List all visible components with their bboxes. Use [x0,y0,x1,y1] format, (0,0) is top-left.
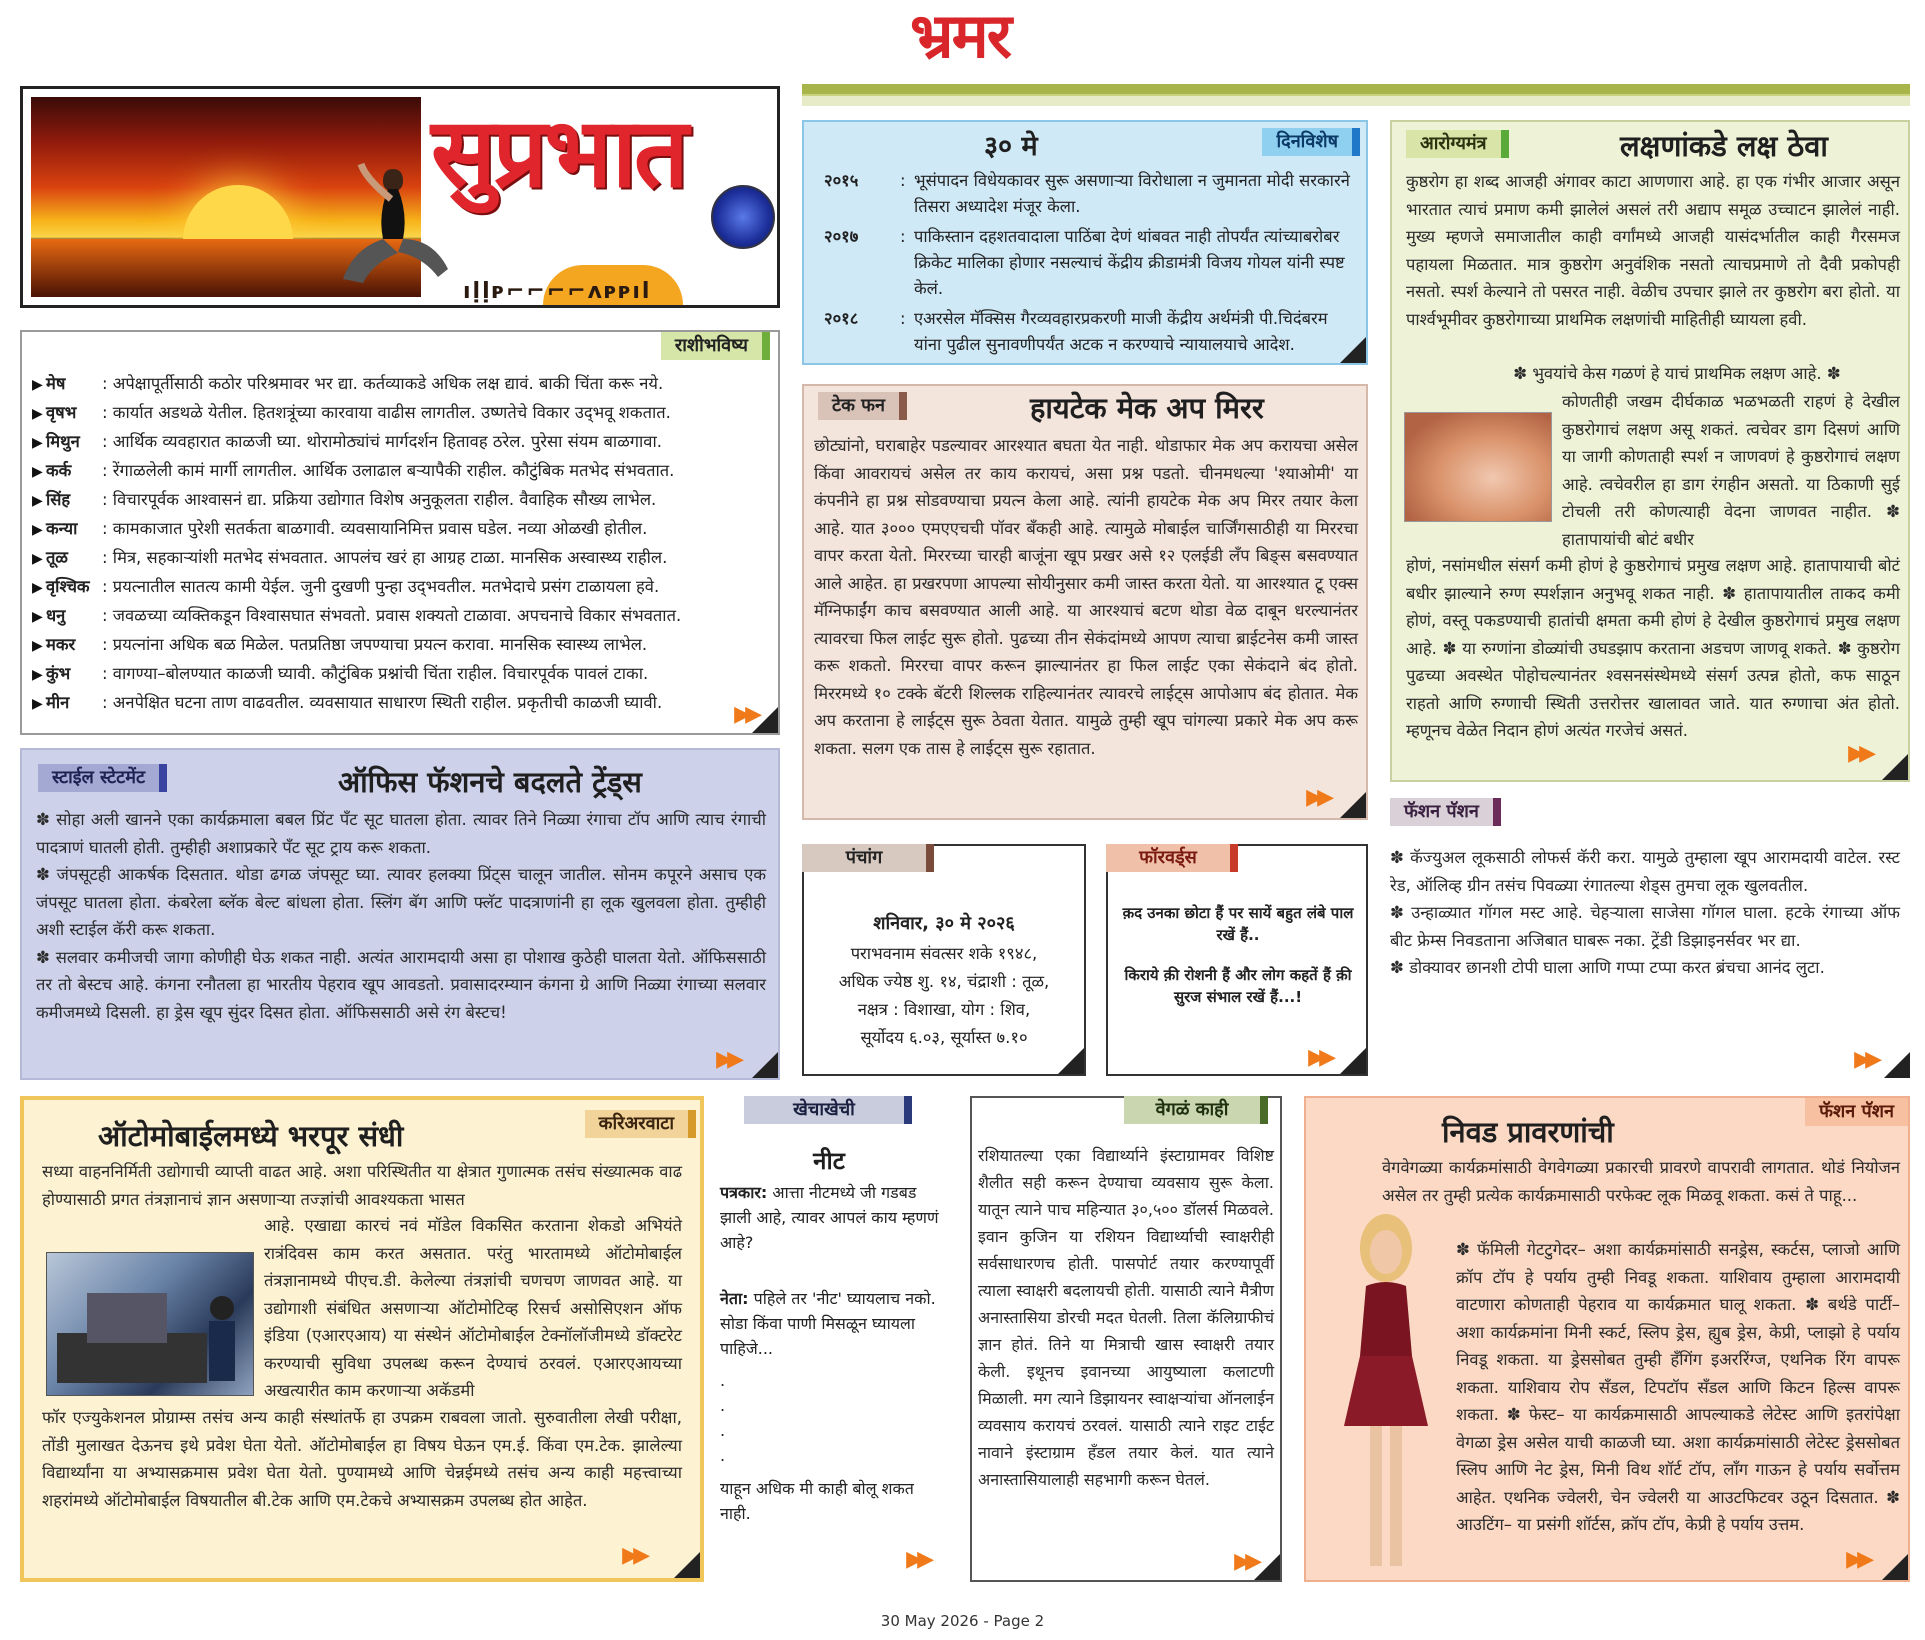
factory-photo [46,1252,254,1396]
section-tag: टेक फन [818,392,899,420]
article-title: लक्षणांकडे लक्ष ठेवा [1620,129,1828,163]
something-different-section [970,1096,1282,1582]
corner-mark [1882,754,1908,780]
horoscope-row [32,399,671,428]
horoscope-row [32,515,647,544]
section-tag: स्टाईल स्टेटमेंट [38,764,159,792]
panchang-line: पराभवनाम संवत्सर शके १९४८, [850,944,1038,963]
zodiac-prediction: : विचारपूर्वक आश्वासनं द्या. प्रक्रिया उद्योगात विशेष अनुकूलता राहील. वैवाहिक सौख्य लाभेल. [102,490,657,509]
entry-text: भूसंपादन विधेयकावर सुरू असणाऱ्या विरोधाला न जुमानता मोदी सरकारने तिसरा अध्यादेश मंजूर केला. [914,171,1350,216]
history-entry: २०१८ : एअरसेल मॅक्सिस गैरव्यवहारप्रकरणी माजी केंद्रीय अर्थमंत्री पी.चिदंबरम यांना पुढील सुनावणीपर्यंत अटक न करण्याचे न्यायालयाचे आदेश. [824,306,1354,358]
zodiac-prediction: : आर्थिक व्यवहारात काळजी घ्या. थोरामोठ्यांचं मार्गदर्शन हितावह ठरेल. पुरेसा संयम बाळगावा. [102,432,662,451]
satire-section [714,1096,944,1582]
day-highlights-section [802,120,1368,365]
article-body-bottom: होणं, नसांमधील संसर्ग कमी होणं हे कुष्ठरोगाचं प्रमुख लक्षण आहे. हातापायाची बोटं बधीर झाल्याने रुग्ण स्पर्शज्ञान अनुभवू शकत नाही. ✽ हातापायातील ताकद कमी होणं, वस्तू पकडण्याची हातांची क्षमता कमी होणं हे देखील कुष्ठरोगाचं प्रमुख लक्षण आहे. ✽ या रुग्णांना डोळ्यांची उघडझाप करताना अडचण जाणवू शकते. ✽ कुष्ठरोग पुढच्या अवस्थेत पोहोचल्यानंतर श्वसनसंस्थेमध्ये संसर्ग उत्पन्न होतो, कफ साठून राहतो आणि रुग्णाची स्थिती उत्तरोत्तर खालावत जाते. यात रुग्णाचा अंत होतो. म्हणूनच वेळेत निदान होणं अत्यंत गरजेचं असतं. [1406,556,1900,740]
horoscope-row [32,573,659,602]
zodiac-name: धनु [46,606,66,625]
corner-mark [1340,1048,1366,1074]
section-tag: फॅशन पॅशन [1390,798,1493,826]
corner-mark [1058,1048,1084,1074]
zodiac-name: वृश्चिक [46,577,90,596]
zodiac-name: मेष [46,374,66,393]
date-heading: ३० मे [984,131,1038,162]
forward-quote: किराये क़ी रोशनी हैं और लोग कहतें हैं क़ी सुरज संभाल रखें हैं...! [1124,966,1352,1006]
zodiac-prediction: : कार्यात अडथळे येतील. हितशत्रूंच्या कारवाया वाढीस लागतील. उष्णतेचे विकार उद्‍भवू शकतात. [102,403,671,422]
corner-mark [1882,1554,1908,1580]
section-tag: राशीभविष्य [661,332,762,360]
suprabhat-banner [20,86,780,308]
panchang-line: नक्षत्र : विशाखा, योग : शिव, [857,1000,1031,1019]
triangle-bullet-icon: ▶ [32,580,43,596]
article-body-side: आहे. एखाद्या कारचं नवं मॉडेल विकसित करताना शेकडो अभियंते रात्रंदिवस काम करत असतात. परंतु भारतामध्ये ऑटोमोबाईल तंत्रज्ञानामध्ये पीएच.डी. केलेल्या तंत्रज्ञांची चणचण जाणवत आहे. या उद्योगाशी संबंधित असणाऱ्या ऑटोमोटिव्ह रिसर्च असोसिएशन ऑफ इंडिया (एआरएआय) या संस्थेनं ऑटोमोबाईल टेक्नॉलॉजीमध्ये डॉक्टरेट करण्याची सुविधा उपलब्ध करून देण्याचं ठरवलं. एआरएआयच्या अखत्यारीत काम करणाऱ्या अकॅडमी [264,1216,682,1400]
section-tag: पंचांग [802,844,926,872]
article-highlight: ✽ भुवयांचे केस गळणं हे याचं प्राथमिक लक्षण आहे. ✽ [1513,364,1841,383]
horoscope-row [32,602,681,631]
triangle-bullet-icon: ▶ [32,406,43,422]
double-arrow-icon[interactable]: ▶▶ [906,1547,928,1572]
zodiac-prediction: : जवळच्या व्यक्तिकडून विश्वासघात संभवतो. प्रवास शक्यतो टाळावा. अपचनाचे विकार संभवतात. [102,606,682,625]
forwards-section [1106,844,1368,1076]
skin-patch-photo [1404,412,1552,522]
horoscope-row [32,631,647,660]
panchang-section [802,844,1086,1076]
corner-mark [674,1552,700,1578]
zodiac-prediction: : कामकाजात पुरेशी सतर्कता बाळगावी. व्यवसायानिमित्त प्रवास घडेल. नव्या ओळखी होतील. [102,519,648,538]
double-arrow-icon[interactable]: ▶▶ [1308,1045,1330,1070]
panchang-date: शनिवार, ३० मे २०२६ [873,913,1015,934]
attire-choice-section [1304,1096,1910,1582]
header-rule [802,84,1910,106]
corner-mark [1340,337,1366,363]
horoscope-row [32,689,662,718]
zodiac-wheel-icon [711,185,775,249]
double-arrow-icon[interactable]: ▶▶ [1854,1047,1876,1072]
article-body: सध्या वाहननिर्मिती उद्योगाची व्याप्ती वाढत आहे. अशा परिस्थितीत या क्षेत्रात गुणात्मक तसंच संख्यात्मक वाढ होण्यासाठी प्रगत तंत्रज्ञानाचं ज्ञान असणाऱ्या तज्ज्ञांची आवश्यकता भासत [42,1162,682,1209]
dialogue-end: याहून अधिक मी काही बोलू शकत नाही. [720,1479,914,1523]
triangle-bullet-icon: ▶ [32,609,43,625]
article-body: छोट्यांनो, घराबाहेर पडल्यावर आरश्यात बघता येत नाही. थोडाफार मेक अप करायचा असेल किंवा आवरायचं असेल तर काय करायचं, असा प्रश्न पडतो. चीनमधल्या 'श्याओमी' या कंपनीने हा प्रश्न सोडवण्याचा प्रयत्न केला आहे. त्यांनी हायटेक मेक अप मिरर तयार केला आहे. यात ३००० एमएएचची पॉवर बँकही आहे. त्यामुळे मोबाईल चार्जिंगसाठीही या मिररचा वापर करता येतो. मिररच्या चारही बाजूंना खूप प्रखर असे १२ एलईडी लँप बिङ्स बसवण्यात आले आहेत. हा प्रखरपणा आपल्या सोयीनुसार कमी जास्त करता येतो. या आरश्यात टू एक्स मॅग्निफाईंग काच बसवण्यात आली आहे. या आरश्याचं बटण थोडा वेळ दाबून धरल्यानंतर त्यावरचा फिल लाईट सुरू होतो. पुढच्या तीन सेकंदांमध्ये आपण त्याचा ब्राईटनेस कमी जास्त करू शकतो. मिररचा वापर करून झाल्यानंतर हा फिल लाईट एका सेकंदाने बंद होतो. मिररमध्ये १० टक्के बॅटरी शिल्लक राहिल्यानंतर त्यावरचे लाईट्स आपोआप बंद होतात. मेक अप करताना हे लाईट्स सुरू ठेवता येतात. यामुळे तुम्ही खूप चांगल्या प्रकारे मेक अप करू शकता. सलग एक तास हे लाईट्स सुरू रहातात. [814,436,1358,758]
horoscope-row [32,544,667,573]
banner-title: सुप्रभात [431,96,686,209]
zodiac-prediction: : रेंगाळलेली कामं मार्गी लागतील. आर्थिक उलाढाल बऱ्यापैकी राहील. कौटुंबिक मतभेद संभवतात. [102,461,675,480]
entry-text: एअरसेल मॅक्सिस गैरव्यवहारप्रकरणी माजी केंद्रीय अर्थमंत्री पी.चिदंबरम यांना पुढील सुनावणीपर्यंत अटक न करण्याचे न्यायालयाचे आदेश. [914,309,1328,354]
zodiac-name: मीन [46,693,70,712]
double-arrow-icon[interactable]: ▶▶ [716,1047,738,1072]
article-body: ✽ सोहा अली खानने एका कार्यक्रमाला बबल प्रिंट पँट सूट घातला होता. त्यावर तिने निळ्या रंगाचा टॉप आणि त्याच रंगाची पादत्राणं घातली होती. तुम्हीही अशाप्रकारे पँट सूट ट्राय करू शकता. ✽ जंपसूटही आकर्षक दिसतात. थोडा ढगळ जंपसूट घ्या. त्यावर हलक्या प्रिंट्स चालून जातील. सोनम कपूरने असाच एक जंपसूट घातला होता. कंबरेला ब्लॅक बेल्ट बांधला होता. स्लिंग बॅग आणि फ्लॅट पादत्राणांनी हा लूक खुलवला होता. तुम्हीही अशी स्टाईल कॅरी करू शकता. ✽ सलवार कमीजची जागा कोणीही घेऊ शकत नाही. अत्यंत आरामदायी असा हा पोशाख कुठेही घालता येतो. ऑफिससाठी तर तो बेस्टच आहे. कंगना रनौतला हा भारतीय पेहराव खूप आवडतो. प्रवासादरम्यान कंगना ग्रे आणि निळ्या रंगाच्या सलवार कमीजमध्ये दिसली. हा ड्रेस खूप सुंदर दिसत होता. ऑफिससाठी असे रंग बेस्टच! [36,810,766,1022]
article-title: ऑफिस फॅशनचे बदलते ट्रेंड्स [338,765,642,799]
article-title: हायटेक मेक अप मिरर [1030,391,1264,425]
corner-mark [1254,1554,1280,1580]
speaker-label: पत्रकार: [720,1183,768,1202]
section-tag: वेगळं काही [1124,1096,1260,1124]
dialogue-answer [720,1286,942,1361]
zodiac-prediction: : मित्र, सहकाऱ्यांशी मतभेद संभवतात. आपलंच खरं हा आग्रह टाळा. मानसिक अस्वास्थ्य राहील. [102,548,668,567]
corner-mark [1340,792,1366,818]
zodiac-prediction: : अपेक्षापूर्तीसाठी कठोर परिश्रमावर भर द्या. कर्तव्याकडे अधिक लक्ष द्यावं. बाकी चिंता करू नये. [102,374,664,393]
zodiac-prediction: : अनपेक्षित घटना ताण वाढवतील. व्यवसायात साधारण स्थिती राहील. प्रकृतीची काळजी घ्यावी. [102,693,663,712]
page-footer: 30 May 2026 - Page 2 [880,1612,1045,1630]
section-tag: दिनविशेष [1262,128,1352,156]
double-arrow-icon[interactable]: ▶▶ [1306,785,1328,810]
zodiac-prediction: : प्रयत्नातील सातत्य कामी येईल. जुनी दुखणी पुन्हा उद्‍भवतील. मतभेदाचे प्रसंग टाळायला हवे. [102,577,660,596]
article-body: रशियातल्या एका विद्यार्थ्याने इंस्टाग्रामवर विशिष्ट शैलीत सही करून देण्याचा व्यवसाय सुरू केला. यातून त्याने पाच महिन्यात ३०,५०० डॉलर्स मिळवले. इवान कुजिन या रशियन विद्यार्थ्याची स्वाक्षरीही सर्वसाधारणच होती. पासपोर्ट तयार करण्यापूर्वी त्याला स्वाक्षरी बदलायची होती. यासाठी त्याने मैत्रीण अनास्तासिया डोरची मदत घेतली. तिला कॅलिग्राफीचं ज्ञान होतं. तिने या मित्राची खास स्वाक्षरी तयार केली. इथूनच इवानच्या आयुष्याला कलाटणी मिळाली. मग त्याने डिझायनर स्वाक्षऱ्यांचा ऑनलाईन व्यवसाय करायचं ठरवलं. यासाठी त्याने राइट टाईट नावाने इंस्टाग्राम हँडल तयार केलं. यात त्याने अनास्तासियालाही सहभागी करून घेतलं. [978,1146,1274,1489]
triangle-bullet-icon: ▶ [32,493,43,509]
horoscope-row [32,486,656,515]
panchang-line: सूर्योदय ६.०३, सूर्यास्त ७.१० [860,1028,1028,1047]
double-arrow-icon[interactable]: ▶▶ [622,1543,644,1568]
entry-year: २०१५ [824,171,859,190]
career-section [20,1096,704,1582]
horoscope-row [32,457,674,486]
horoscope-row [32,660,648,689]
article-title: ऑटोमोबाईलमध्ये भरपूर संधी [98,1119,404,1153]
triangle-bullet-icon: ▶ [32,696,43,712]
horoscope-row [32,428,662,457]
section-tag: फॅशन पॅशन [1805,1098,1908,1126]
masthead-logo[interactable]: भ्रमर [909,0,1011,72]
article-title: निवड प्रावरणांची [1442,1115,1614,1149]
article-body-side: ✽ फॅमिली गेटटुगेदर– अशा कार्यक्रमांसाठी सनड्रेस, स्कर्टस, प्लाजो आणि क्रॉप टॉप हे पर्याय तुम्ही निवडू शकता. याशिवाय तुम्हाला आरामदायी वाटणारा कोणताही पेहराव या कार्यक्रमात घालू शकता. ✽ बर्थडे पार्टी– अशा कार्यक्रमांना मिनी स्कर्ट, स्लिप ड्रेस, ह्युब ड्रेस, केप्री, प्लाझो हे पर्याय निवडू शकता. या ड्रेससोबत तुम्ही हँगिंग इअररिंग्ज, एथनिक रिंग वापरू शकता. याशिवाय रोप सँडल, टिपटॉप सँडल आणि किटन हिल्स वापरू शकता. ✽ फेस्ट– या कार्यक्रमासाठी आपल्याकडे लेटेस्ट आणि इतरांपेक्षा वेगळा ड्रेस असेल याची काळजी घ्या. अशा कार्यक्रमांसाठी लेटेस्ट ड्रेससोबत स्लिप आणि नेट ड्रेस, मिनी विथ शॉर्ट टॉप, लाँग गाऊन हे पर्याय सर्वोत्तम आहेत. एथनिक ज्वेलरी, चेन ज्वेलरी या आउटफिटवर उठून दिसतात. ✽ आउटिंग– या प्रसंगी शॉर्टस, क्रॉप टॉप, केप्री हे पर्याय उत्तम. [1456,1240,1900,1534]
tech-fun-section [802,384,1368,820]
zodiac-name: मिथुन [46,432,80,451]
horoscope-section [20,330,780,735]
triangle-bullet-icon: ▶ [32,551,43,567]
article-body: कुष्ठरोग हा शब्द आजही अंगावर काटा आणणारा आहे. हा एक गंभीर आजार असून भारतात त्याचं प्रमाण कमी झालेलं असलं तरी अद्याप समूळ उच्चाटन झालेलं नाही. मुख्य म्हणजे समाजातील काही वर्गांमध्ये आजही यासंदर्भातील काही गैरसमज पहायला मिळतात. मात्र कुष्ठरोग अनुवंशिक नसतो त्याचप्रमाणे तो दैवी प्रकोपही नसतो. स्पर्श केल्याने तो पसरत नाही. वेळीच उपचार झाले तर कुष्ठरोग बरा होतो. या पार्श्वभूमीवर कुष्ठरोगाच्या प्राथमिक लक्षणांची माहितीही घ्यायला हवी. [1406,172,1900,329]
zodiac-name: कुंभ [46,664,71,683]
panchang-line: अधिक ज्येष्ठ शु. १४, चंद्राशी : तूळ, [838,972,1050,991]
health-section [1390,120,1910,782]
zodiac-name: कन्या [46,519,78,538]
history-entry: २०१७ : पाकिस्तान दहशतवादाला पाठिंबा देणं थांबवत नाही तोपर्यंत त्यांच्याबरोबर क्रिकेट मालिका होणार नसल्याचं केंद्रीय क्रीडामंत्री विजय गोयल यांनी स्पष्ट केलं. [824,224,1354,302]
model-photo [1330,1208,1442,1576]
triangle-bullet-icon: ▶ [32,522,43,538]
double-arrow-icon[interactable]: ▶▶ [734,702,756,727]
double-arrow-icon[interactable]: ▶▶ [1848,741,1870,766]
article-body: ✽ कॅज्युअल लूकसाठी लोफर्स कॅरी करा. यामुळे तुम्हाला खूप आरामदायी वाटेल. रस्ट रेड, ऑलिव्ह ग्रीन तसंच पिवळ्या रंगातल्या शेड्स तुमचा लूक खुलवतील. ✽ उन्हाळ्यात गॉगल मस्ट आहे. चेहऱ्याला साजेसा गॉगल घाला. हटके रंगाच्या ऑफ बीट फ्रेम्स निवडताना अजिबात घाबरू नका. ट्रेंडी डिझाइनर्सवर भर द्या. ✽ डोक्यावर छानशी टोपी घाला आणि गप्पा टप्पा करत ब्रंचचा आनंद लुटा. [1390,848,1900,977]
ellipsis-dots: . . . . [720,1371,726,1465]
triangle-bullet-icon: ▶ [32,377,43,393]
triangle-bullet-icon: ▶ [32,435,43,451]
style-statement-section [20,748,780,1080]
dialogue-text: आत्ता नीटमध्ये जी गडबड झाली आहे, त्यावर आपलं काय म्हणणं आहे? [720,1183,939,1252]
section-tag: खेचाखेची [744,1096,904,1124]
article-title: नीट [813,1147,845,1175]
section-tag: आरोग्यमंत्र [1406,130,1501,158]
triangle-bullet-icon: ▶ [32,638,43,654]
section-tag: करिअरवाटा [585,1110,688,1138]
article-body-bottom: फॉर एज्युकेशनल प्रोग्राम्स तसंच अन्य काही संस्थांतर्फे हा उपक्रम राबवला जातो. सुरुवातीला लेखी परीक्षा, तोंडी मुलाखत देऊनच इथे प्रवेश घेता येतो. ऑटोमोबाईल हा विषय घेऊन एम.ई. किंवा एम.टेक. झालेल्या विद्यार्थ्यांना या अभ्यासक्रमास प्रवेश घेता येतो. पुण्यामध्ये आणि चेन्नईमध्ये तसंच अन्य काही महत्त्वाच्या शहरांमध्ये ऑटोमोबाईल विषयातील बी.टेक आणि एम.टेकचे अभ्यासक्रम उपलब्ध होत आहेत. [42,1408,682,1510]
double-arrow-icon[interactable]: ▶▶ [1234,1549,1256,1574]
section-tag: फॉरवर्ड्स [1106,844,1230,872]
zodiac-name: मकर [46,635,76,654]
corner-mark [752,707,778,733]
entry-text: पाकिस्तान दहशतवादाला पाठिंबा देणं थांबवत नाही तोपर्यंत त्यांच्याबरोबर क्रिकेट मालिका होणार नसल्याचं केंद्रीय क्रीडामंत्री विजय गोयल यांनी स्पष्ट केलं. [914,227,1345,298]
entry-year: २०१८ [824,309,859,328]
triangle-bullet-icon: ▶ [32,464,43,480]
zodiac-prediction: : प्रयत्नांना अधिक बळ मिळेल. पतप्रतिष्ठा जपण्याचा प्रयत्न करावा. मानसिक स्वास्थ्य लाभेल. [102,635,648,654]
double-arrow-icon[interactable]: ▶▶ [1846,1547,1868,1572]
entry-year: २०१७ [824,227,859,246]
dialogue-text: पहिले तर 'नीट' घ्यायलाच नको. सोडा किंवा पाणी मिसळून घ्यायला पाहिजे... [720,1289,936,1358]
corner-mark [752,1052,778,1078]
fashion-tips-section [1390,798,1910,1078]
corner-mark [1884,1052,1910,1078]
article-body-side: कोणतीही जखम दीर्घकाळ भळभळती राहणं हे देखील कुष्ठरोगाचं लक्षण असू शकतं. त्वचेवर डाग दिसणं आणि या जागी कोणताही स्पर्श न जाणवणं हे कुष्ठरोगाचं लक्षण आहे. त्वचेवरील हा डाग रंगहीन असतो. या ठिकाणी सुई टोचली तरी कोणत्याही वेदना जाणवत नाहीत. ✽ हातापायांची बोटं बधीर [1562,392,1900,549]
zodiac-name: सिंह [46,490,71,509]
factory-robot-illustration [47,1253,255,1397]
zodiac-name: वृषभ [46,403,77,422]
history-entry: २०१५ : भूसंपादन विधेयकावर सुरू असणाऱ्या विरोधाला न जुमानता मोदी सरकारने तिसरा अध्यादेश मंजूर केला. [824,168,1354,220]
zodiac-name: तूळ [46,548,68,567]
horoscope-row [32,370,663,399]
dialogue-question [720,1180,942,1255]
forward-quote: क़द उनका छोटा हैं पर सायें बहुत लंबे पाल रखें हैं.. [1122,904,1354,944]
zodiac-name: कर्क [46,461,72,480]
zodiac-prediction: : वागण्या–बोलण्यात काळजी घ्यावी. कौटुंबिक प्रश्नांची चिंता राहील. विचारपूर्वक पावलं टाका. [102,664,649,683]
speaker-label: नेता: [720,1289,749,1308]
yoga-silhouettes: ıḷḷᴘ⌐⌐⌐⌐ᴧᴘᴘıl [463,279,652,304]
triangle-bullet-icon: ▶ [32,667,43,683]
article-body: वेगवेगळ्या कार्यक्रमांसाठी वेगवेगळ्या प्रकारची प्रावरणे वापरावी लागतात. थोडं नियोजन असेल तर तुम्ही प्रत्येक कार्यक्रमासाठी परफेक्ट लूक मिळवू शकता. कसं ते पाहू... [1382,1158,1900,1205]
